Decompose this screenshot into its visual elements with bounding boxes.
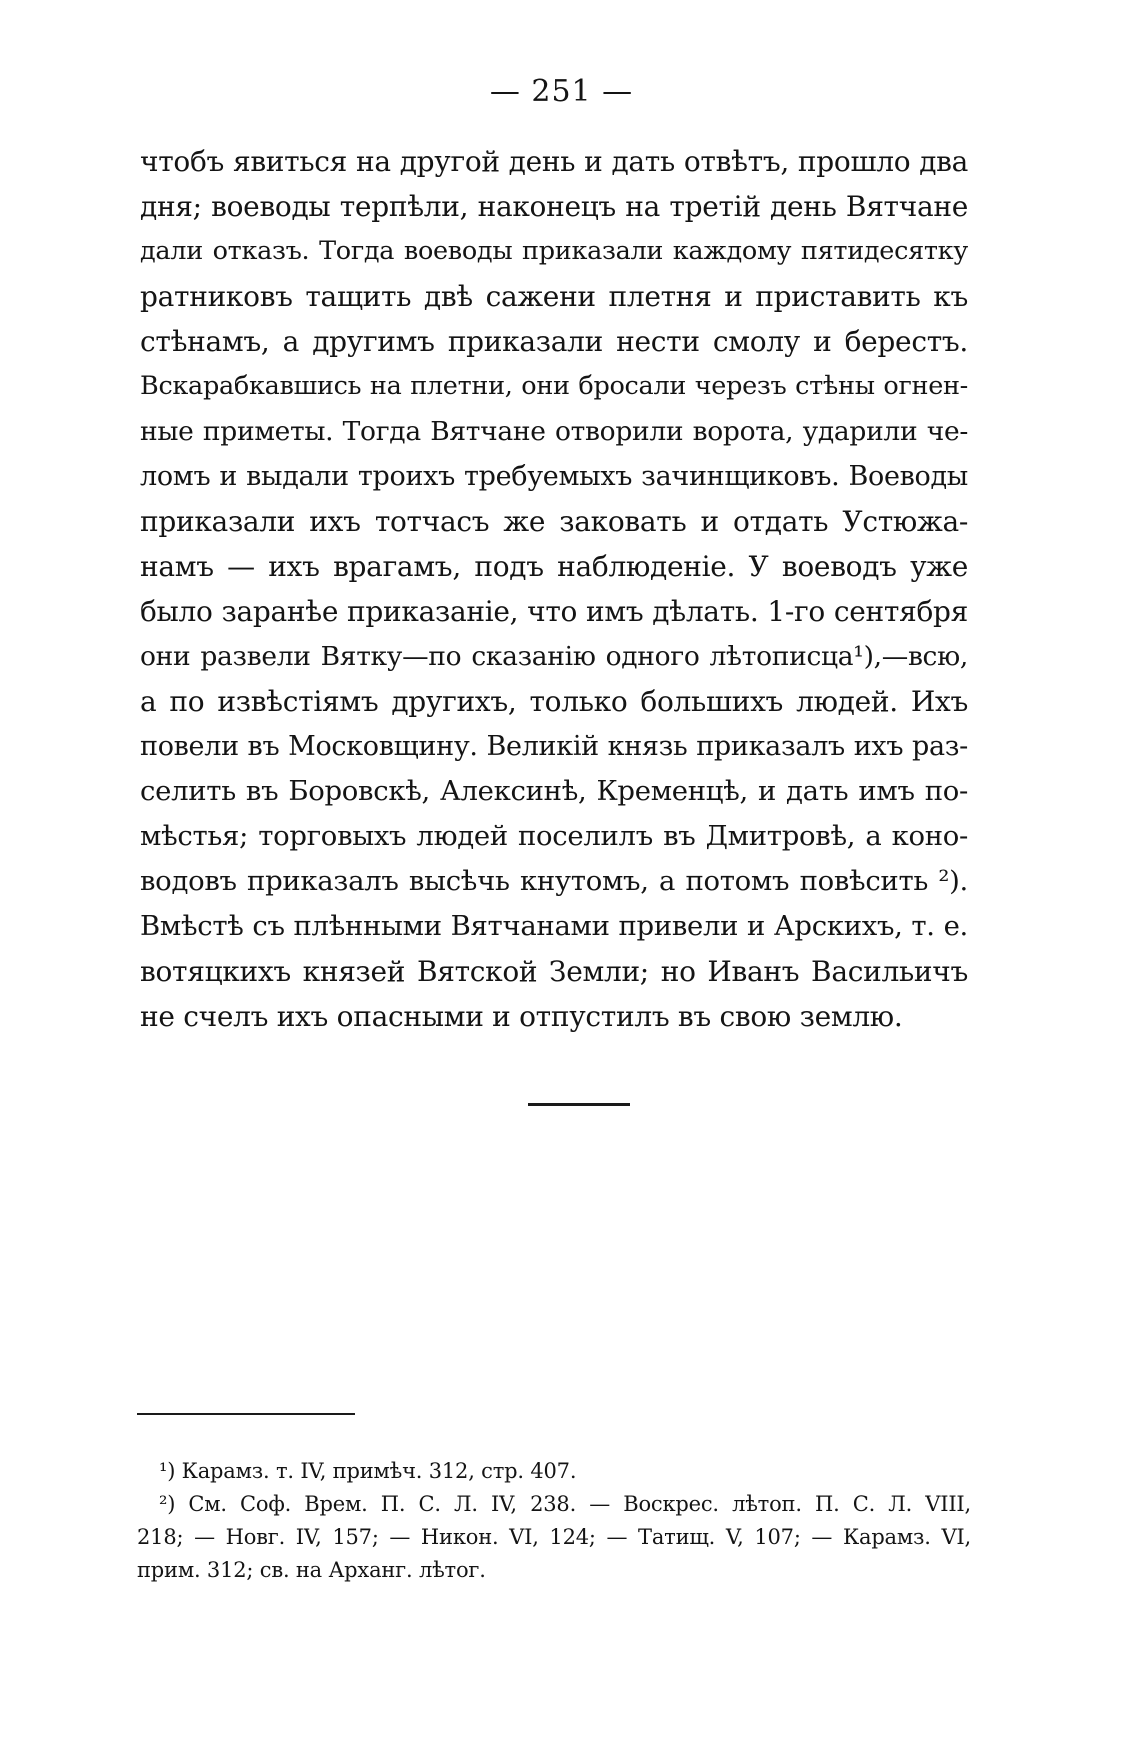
footnote-2: ²) См. Соф. Врем. П. С. Л. IV, 238. — Воскрес. лѣтоп. П. С. Л. VIII, <box>159 1492 971 1516</box>
text-line: повели въ Московщину. Великій князь приказалъ ихъ раз- <box>140 731 968 762</box>
footnote-divider <box>137 1413 355 1415</box>
text-line: намъ — ихъ врагамъ, подъ наблюденіе. У воеводъ уже <box>140 550 968 583</box>
text-line: приказали ихъ тотчасъ же заковать и отдать Устюжа- <box>140 505 968 538</box>
page-number: — 251 — <box>489 74 634 109</box>
text-line: селить въ Боровскѣ, Алексинѣ, Кременцѣ, и дать имъ по- <box>140 775 968 807</box>
text-line: а по извѣстіямъ другихъ, только большихъ людей. Ихъ <box>140 685 968 718</box>
body-text <box>140 139 968 1039</box>
footnote-1: ¹) Карамз. т. IV, примѣч. 312, стр. 407. <box>159 1459 577 1483</box>
text-line: они развели Вятку—по сказанію одного лѣтописца¹),—всю, <box>140 641 968 672</box>
text-line: водовъ приказалъ высѣчь кнутомъ, а потомъ повѣсить ²). <box>140 865 968 897</box>
text-line: Вскарабкавшись на плетни, они бросали черезъ стѣны огнен- <box>140 371 968 401</box>
text-line: ратниковъ тащить двѣ сажени плетня и приставить къ <box>140 280 968 313</box>
text-line: ные приметы. Тогда Вятчане отворили ворота, ударили че- <box>140 416 968 447</box>
text-line: было заранѣе приказаніе, что имъ дѣлать. 1-го сентября <box>140 595 968 628</box>
footnote-2-continued: прим. 312; св. на Арханг. лѣтог. <box>137 1558 486 1582</box>
footnotes <box>137 1455 971 1587</box>
text-line: стѣнамъ, а другимъ приказали нести смолу и берестъ. <box>140 325 968 358</box>
text-line: ломъ и выдали троихъ требуемыхъ зачинщиковъ. Воеводы <box>140 461 968 492</box>
footnote-2-continued: 218; — Новг. IV, 157; — Никон. VI, 124; — Татищ. V, 107; — Карамз. VI, <box>137 1525 971 1549</box>
text-line: не счелъ ихъ опасными и отпустилъ въ свою землю. <box>140 1000 903 1033</box>
text-line: дня; воеводы терпѣли, наконецъ на третій день Вятчане <box>140 190 968 223</box>
text-line: чтобъ явиться на другой день и дать отвѣтъ, прошло два <box>140 145 968 178</box>
text-line: дали отказъ. Тогда воеводы приказали каждому пятидесятку <box>140 236 968 266</box>
text-line: вотяцкихъ князей Вятской Земли; но Иванъ Васильичъ <box>140 955 968 988</box>
section-divider <box>528 1103 630 1106</box>
text-line: мѣстья; торговыхъ людей поселилъ въ Дмитровѣ, а коно- <box>140 820 968 852</box>
text-line: Вмѣстѣ съ плѣнными Вятчанами привели и Арскихъ, т. е. <box>140 910 968 942</box>
